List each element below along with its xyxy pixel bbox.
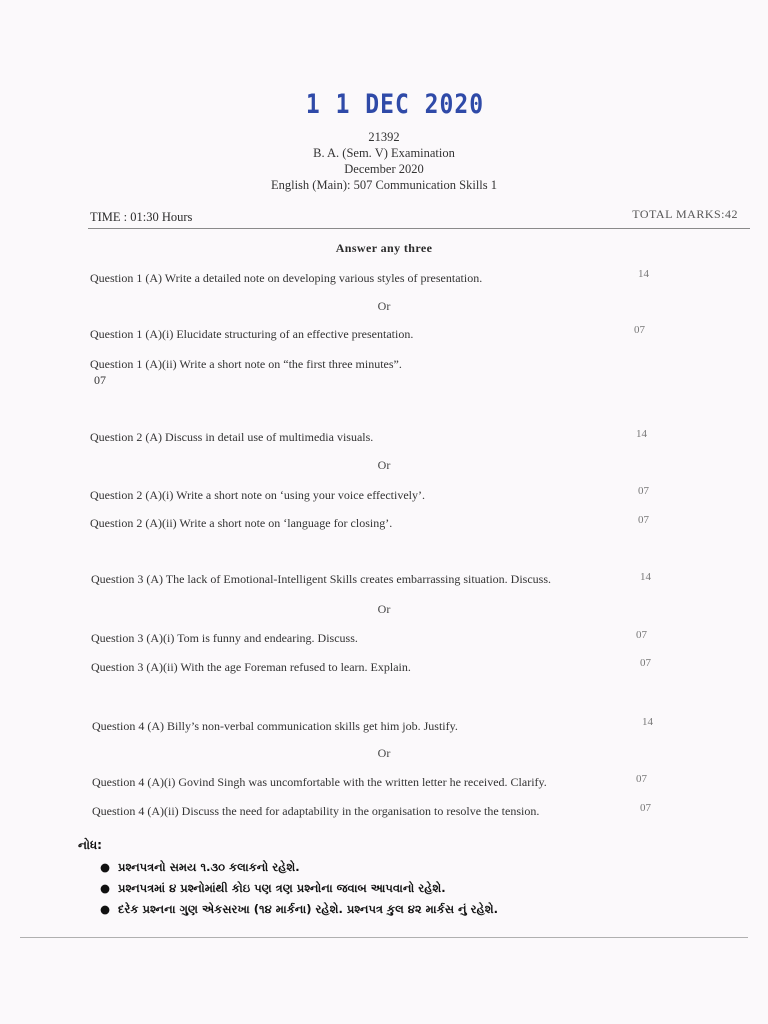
marks-q3: 14 [640,571,651,583]
instruction: Answer any three [335,241,433,255]
total-marks: TOTAL MARKS:42 [632,207,738,221]
marks-q4: 14 [642,716,653,728]
question-3-ii: Question 3 (A)(ii) With the age Foreman refused to learn. Explain. [91,660,411,674]
question-1-i: Question 1 (A)(i) Elucidate structuring of an effective presentation. [90,327,414,341]
marks-q2-ii: 07 [638,514,649,526]
marks-q1-i: 07 [634,324,645,336]
marks-q4-ii: 07 [640,802,651,814]
marks-q3-i: 07 [636,629,647,641]
footer-divider [20,937,748,938]
or-divider-4: Or [377,746,391,760]
or-divider-2: Or [377,458,391,472]
note-item-3 [100,902,498,917]
note-label: નોધ: [78,838,102,852]
question-2-ii: Question 2 (A)(ii) Write a short note on ‘language for closing’. [90,516,393,530]
question-4: Question 4 (A) Billy’s non-verbal communication skills get him job. Justify. [92,719,458,733]
note-text: પ્રશ્નપત્રનો સમય ૧.૩૦ કલાકનો રહેશે. [118,860,300,874]
note-item-1 [100,860,300,875]
question-2-i: Question 2 (A)(i) Write a short note on ‘using your voice effectively’. [90,488,425,502]
question-1: Question 1 (A) Write a detailed note on developing various styles of presentation. [90,271,483,285]
marks-q1: 14 [638,268,649,280]
note-text: દરેક પ્રશ્નના ગુણ એકસરખા (૧૪ માર્કના) રહેશે. પ્રશ્નપત્ર કુલ ૪૨ માર્કસ નું રહેશે. [118,902,498,916]
marks-q4-i: 07 [636,773,647,785]
exam-session: December 2020 [344,162,424,176]
note-item-2 [100,881,446,896]
or-divider-1: Or [377,299,391,313]
marks-q2: 14 [636,428,647,440]
date-stamp: 1 1 DEC 2020 [305,90,485,120]
bullet-icon: ● [100,881,111,895]
time-label: TIME : 01:30 Hours [90,210,193,224]
header-divider [88,228,750,229]
bullet-icon: ● [100,860,111,874]
exam-title: B. A. (Sem. V) Examination [313,146,455,160]
question-1-ii: Question 1 (A)(ii) Write a short note on “the first three minutes”. [90,357,402,371]
paper-title: English (Main): 507 Communication Skills 1 [270,178,498,192]
question-4-ii: Question 4 (A)(ii) Discuss the need for adaptability in the organisation to resolve the tension. [92,804,540,818]
question-2: Question 2 (A) Discuss in detail use of multimedia visuals. [90,430,374,444]
question-3-i: Question 3 (A)(i) Tom is funny and endearing. Discuss. [91,631,358,645]
bullet-icon: ● [100,902,111,916]
paper-code: 21392 [368,130,400,144]
question-3: Question 3 (A) The lack of Emotional-Intelligent Skills creates embarrassing situation. Discuss. [91,572,552,586]
marks-q1-ii: 07 [94,373,106,387]
or-divider-3: Or [377,602,391,616]
marks-q2-i: 07 [638,485,649,497]
marks-q3-ii: 07 [640,657,651,669]
question-4-i: Question 4 (A)(i) Govind Singh was uncomfortable with the written letter he received. Clarify. [92,775,547,789]
note-text: પ્રશ્નપત્રમાં ૪ પ્રશ્નોમાંથી કોઇ પણ ત્રણ પ્રશ્નોના જવાબ આપવાનો રહેશે. [118,881,446,895]
